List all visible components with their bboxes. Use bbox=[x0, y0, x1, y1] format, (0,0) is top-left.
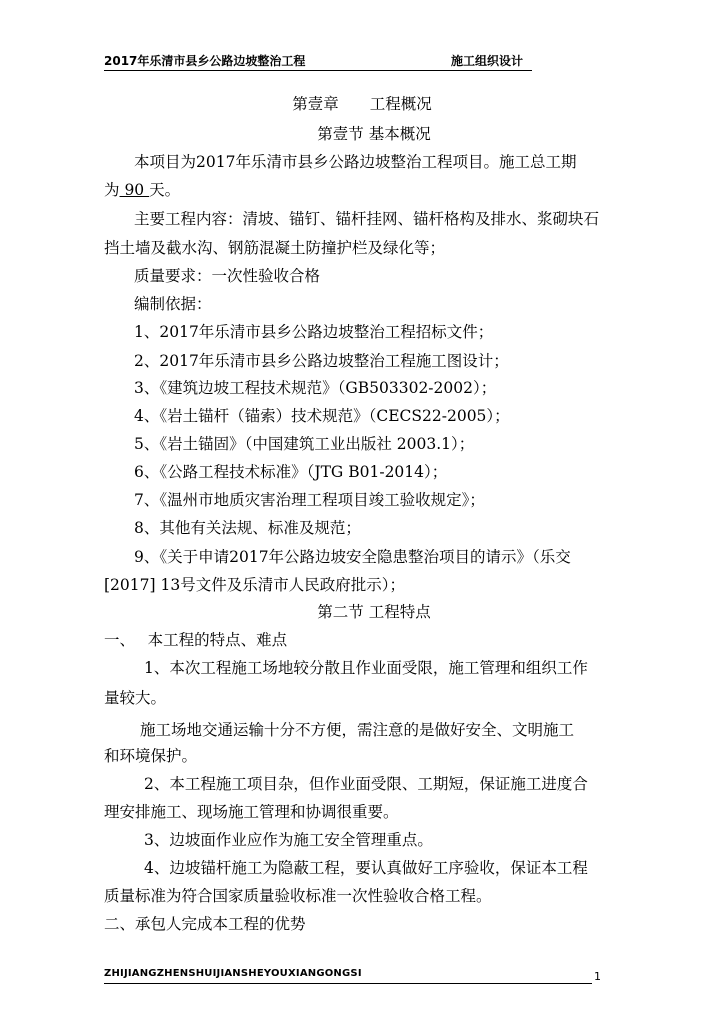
point-3-line2: 理安排施工、现场施工管理和协调很重要。 bbox=[104, 803, 399, 821]
point-1-line1: 1、本次工程施工场地较分散且作业面受限，施工管理和组织工作 bbox=[144, 659, 588, 677]
intro-prefix: 为 bbox=[104, 181, 120, 199]
point-3-line1: 2、本工程施工项目杂，但作业面受限、工期短，保证施工进度合 bbox=[144, 775, 588, 793]
basis-item: 3、《建筑边坡工程技术规范》（GB503302-2002）； bbox=[134, 379, 497, 397]
point-2-line2: 和环境保护。 bbox=[104, 747, 198, 765]
point-5-line1: 4、边坡锚杆施工为隐蔽工程，要认真做好工序验收，保证本工程 bbox=[144, 859, 588, 877]
header-project-title: 2017年乐清市县乡公路边坡整治工程 bbox=[104, 54, 306, 68]
part1-title: 一、 本工程的特点、难点 bbox=[104, 631, 288, 649]
basis-item: 5、《岩土锚固》（中国建筑工业出版社 2003.1）； bbox=[134, 435, 475, 453]
basis-item: 7、《温州市地质灾害治理工程项目竣工验收规定》； bbox=[134, 491, 485, 509]
header-doc-type: 施工组织设计 bbox=[451, 54, 524, 68]
main-work-line1: 主要工程内容：清坡、锚钉、锚杆挂网、锚杆格构及排水、浆砌块石 bbox=[134, 210, 600, 228]
basis-item: 8、其他有关法规、标准及规范； bbox=[134, 519, 361, 537]
basis-item: 6、《公路工程技术标准》（JTG B01-2014）； bbox=[134, 463, 448, 481]
basis-title: 编制依据： bbox=[134, 295, 212, 313]
quality-requirement: 质量要求：一次性验收合格 bbox=[134, 267, 321, 285]
section1-title: 第壹节 基本概况 bbox=[317, 125, 431, 143]
main-work-line2: 挡土墙及截水沟、钢筋混凝土防撞护栏及绿化等； bbox=[104, 239, 446, 257]
basis-item: 1、2017年乐清市县乡公路边坡整治工程招标文件； bbox=[134, 323, 494, 341]
intro-line1: 本项目为2017年乐清市县乡公路边坡整治工程项目。施工总工期 bbox=[134, 153, 577, 171]
section2-title: 第二节 工程特点 bbox=[317, 603, 431, 621]
basis-item: 9、《关于申请2017年公路边坡安全隐患整治项目的请示》（乐交 bbox=[134, 548, 571, 566]
page-header bbox=[104, 52, 532, 71]
footer-company: ZHIJIANGZHENSHUIJIANSHEYOUXIANGONGSI bbox=[104, 968, 592, 984]
chapter-title: 第壹章 工程概况 bbox=[292, 95, 432, 113]
page-number: 1 bbox=[594, 970, 601, 983]
point-5-line2: 质量标准为符合国家质量验收标准一次性验收合格工程。 bbox=[104, 887, 492, 905]
point-2-line1: 施工场地交通运输十分不方便，需注意的是做好安全、文明施工 bbox=[140, 721, 575, 739]
intro-suffix: 天。 bbox=[149, 181, 181, 199]
part2-title: 二、承包人完成本工程的优势 bbox=[104, 915, 306, 933]
intro-line2 bbox=[104, 180, 180, 200]
point-1-line2: 量较大。 bbox=[104, 689, 167, 707]
duration-value: 90 bbox=[119, 181, 150, 199]
point-4: 3、边坡面作业应作为施工安全管理重点。 bbox=[144, 831, 433, 849]
basis-item-cont: [2017] 13号文件及乐清市人民政府批示）； bbox=[104, 576, 405, 594]
basis-item: 4、《岩土锚杆（锚索）技术规范》（CECS22-2005）； bbox=[134, 407, 510, 425]
basis-item: 2、2017年乐清市县乡公路边坡整治工程施工图设计； bbox=[134, 352, 509, 370]
